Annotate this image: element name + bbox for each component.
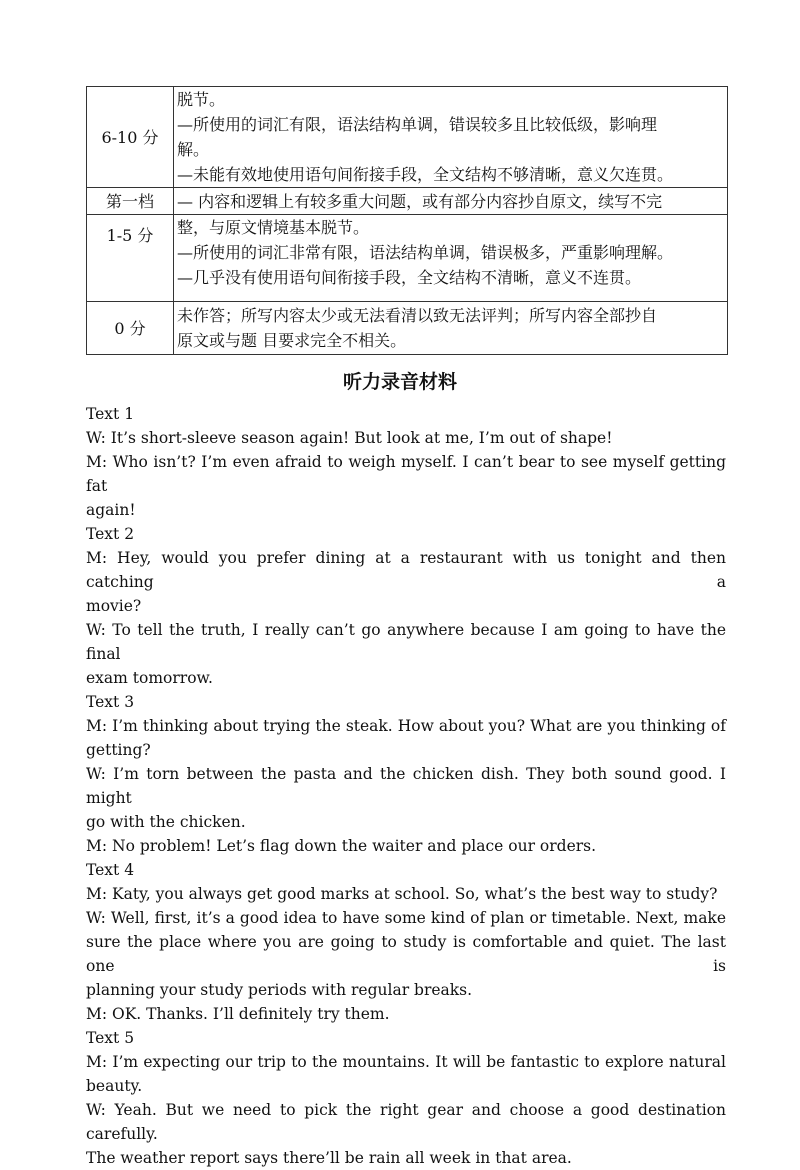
dialogue-line: M: No problem! Let’s flag down the waiter and place our orders.	[86, 837, 597, 855]
rubric-row-0	[87, 302, 728, 355]
criteria-line: 脱节。	[177, 90, 226, 109]
dialogue-line: W: Yeah. But we need to pick the right gear and choose a good destination carefully.	[86, 1101, 726, 1143]
dialogue-line: getting?	[86, 741, 151, 759]
criteria-line: 整，与原文情境基本脱节。	[177, 218, 370, 237]
rubric-row-tier-one	[87, 188, 728, 215]
listening-transcript	[86, 402, 726, 1170]
criteria-line: —所使用的词汇有限，语法结构单调，错误较多且比较低级，影响理	[177, 115, 658, 134]
dialogue-line: again!	[86, 501, 136, 519]
text-heading: Text 2	[86, 525, 135, 543]
rubric-row-6-10	[87, 87, 728, 188]
score-cell: 1-5 分	[87, 215, 174, 302]
dialogue-line: M: I’m thinking about trying the steak. How about you? What are you thinking of	[86, 717, 726, 735]
rubric-row-1-5	[87, 215, 728, 302]
dialogue-line: planning your study periods with regular breaks.	[86, 981, 473, 999]
dialogue-line: movie?	[86, 597, 142, 615]
dialogue-line: M: I’m expecting our trip to the mountains. It will be fantastic to explore natural	[86, 1053, 726, 1071]
dialogue-line: W: To tell the truth, I really can’t go anywhere because I am going to have the final	[86, 621, 726, 663]
score-cell: 0 分	[87, 302, 174, 355]
criteria-line: 原文或与题 目要求完全不相关。	[177, 331, 407, 350]
tier-cell: 第一档	[87, 188, 174, 215]
dialogue-line: M: Who isn’t? I’m even afraid to weigh myself. I can’t bear to see myself getting fat	[86, 453, 726, 495]
criteria-line: — 内容和逻辑上有较多重大问题，或有部分内容抄自原文，续写不完	[177, 191, 663, 211]
criteria-cell	[174, 87, 728, 188]
criteria-line: —所使用的词汇非常有限，语法结构单调，错误极多，严重影响理解。	[177, 243, 674, 262]
dialogue-line: exam tomorrow.	[86, 669, 213, 687]
dialogue-line: M: Katy, you always get good marks at school. So, what’s the best way to study?	[86, 885, 718, 903]
dialogue-line: beauty.	[86, 1077, 143, 1095]
text-heading: Text 4	[86, 861, 135, 879]
dialogue-line: W: I’m torn between the pasta and the chicken dish. They both sound good. I might	[86, 765, 726, 807]
criteria-line: 未作答；所写内容太少或无法看清以致无法评判；所写内容全部抄自	[177, 306, 658, 325]
dialogue-line: M: OK. Thanks. I’ll definitely try them.	[86, 1005, 390, 1023]
criteria-cell	[174, 188, 728, 215]
criteria-line: —未能有效地使用语句间衔接手段，全文结构不够清晰，意义欠连贯。	[177, 165, 674, 184]
dialogue-line: go with the chicken.	[86, 813, 246, 831]
dialogue-line: sure the place where you are going to study is comfortable and quiet. The last one is	[86, 933, 726, 975]
text-heading: Text 5	[86, 1029, 135, 1047]
text-heading: Text 1	[86, 405, 135, 423]
text-heading: Text 3	[86, 693, 135, 711]
dialogue-line: W: It’s short-sleeve season again! But look at me, I’m out of shape!	[86, 429, 613, 447]
criteria-cell	[174, 302, 728, 355]
criteria-line: 解。	[177, 140, 210, 159]
dialogue-line: M: Hey, would you prefer dining at a restaurant with us tonight and then catching a	[86, 549, 726, 591]
dialogue-line: The weather report says there’ll be rain all week in that area.	[86, 1149, 572, 1167]
criteria-cell	[174, 215, 728, 302]
dialogue-line: W: Well, first, it’s a good idea to have some kind of plan or timetable. Next, make	[86, 909, 726, 927]
criteria-line: —几乎没有使用语句间衔接手段，全文结构不清晰，意义不连贯。	[177, 268, 642, 287]
scoring-rubric-table	[86, 86, 728, 355]
section-title: 听力录音材料	[342, 371, 457, 393]
score-cell: 6-10 分	[87, 87, 174, 188]
